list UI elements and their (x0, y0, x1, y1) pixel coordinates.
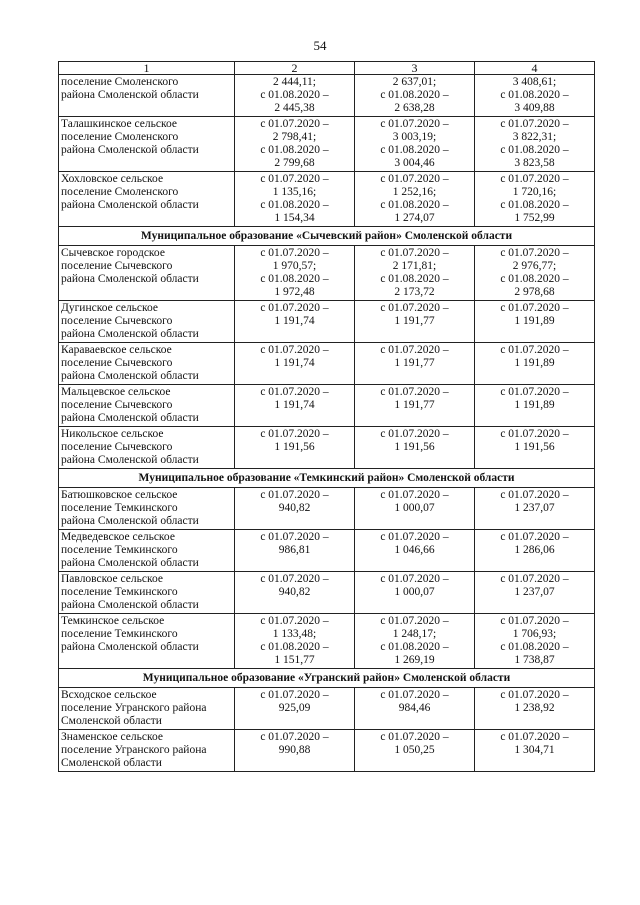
value-col-4-cell (475, 75, 595, 117)
cell-line: поселение Угранского района (61, 744, 207, 756)
value-col-4-cell (475, 246, 595, 301)
cell-line: с 01.07.2020 – (260, 689, 329, 701)
table-row (59, 614, 595, 669)
cell-line: с 01.08.2020 – (260, 89, 329, 101)
cell-line: 1 304,71 (514, 744, 555, 756)
cell-line: 1 191,89 (514, 357, 555, 369)
cell-line: 1 133,48; (272, 628, 317, 640)
settlement-name-cell (59, 730, 235, 772)
cell-line: района Смоленской области (61, 412, 199, 424)
cell-line: 1 154,34 (274, 212, 315, 224)
cell-line: 1 269,19 (394, 654, 435, 666)
value-col-3-cell (355, 427, 475, 469)
cell-line: 3 408,61; (512, 76, 557, 88)
cell-line: 1 972,48 (274, 286, 315, 298)
cell-line: 986,81 (278, 544, 311, 556)
value-col-2-cell (235, 688, 355, 730)
cell-line: 3 822,31; (512, 131, 557, 143)
table-row (59, 301, 595, 343)
cell-line: с 01.07.2020 – (500, 386, 569, 398)
cell-line: с 01.08.2020 – (380, 89, 449, 101)
cell-line: Хохловское сельское (61, 173, 164, 185)
cell-line: района Смоленской области (61, 599, 199, 611)
cell-line: поселение Сычевского (61, 315, 173, 327)
value-col-4-cell (475, 172, 595, 227)
value-col-3-cell (355, 343, 475, 385)
value-col-3-cell (355, 614, 475, 669)
section-title: Муниципальное образование «Угранский район» Смоленской области (59, 669, 595, 688)
tariff-table (58, 61, 595, 772)
cell-line: Никольское сельское (61, 428, 164, 440)
cell-line: района Смоленской области (61, 328, 199, 340)
cell-line: 2 976,77; (512, 260, 557, 272)
cell-line: с 01.07.2020 – (500, 489, 569, 501)
value-col-2-cell (235, 730, 355, 772)
cell-line: с 01.07.2020 – (260, 386, 329, 398)
settlement-name-cell (59, 246, 235, 301)
value-col-3-cell (355, 75, 475, 117)
cell-line: 1 286,06 (514, 544, 555, 556)
value-col-3-cell (355, 385, 475, 427)
value-col-2-cell (235, 246, 355, 301)
cell-line: 1 706,93; (512, 628, 557, 640)
value-col-2-cell (235, 614, 355, 669)
cell-line: с 01.07.2020 – (260, 173, 329, 185)
cell-line: поселение Сычевского (61, 260, 173, 272)
cell-line: Смоленской области (61, 757, 162, 769)
cell-line: с 01.08.2020 – (380, 144, 449, 156)
cell-line: с 01.07.2020 – (380, 531, 449, 543)
value-col-3-cell (355, 301, 475, 343)
cell-line: с 01.07.2020 – (380, 731, 449, 743)
cell-line: 2 637,01; (392, 76, 437, 88)
settlement-name-cell (59, 488, 235, 530)
cell-line: с 01.07.2020 – (260, 118, 329, 130)
cell-line: с 01.08.2020 – (380, 641, 449, 653)
value-col-3-cell (355, 572, 475, 614)
value-col-2-cell (235, 385, 355, 427)
value-col-4-cell (475, 614, 595, 669)
section-row (59, 469, 595, 488)
table-row (59, 343, 595, 385)
value-col-4-cell (475, 730, 595, 772)
cell-line: с 01.07.2020 – (380, 118, 449, 130)
settlement-name-cell (59, 343, 235, 385)
cell-line: с 01.07.2020 – (500, 615, 569, 627)
value-col-3-cell (355, 246, 475, 301)
settlement-name-cell (59, 172, 235, 227)
table-row (59, 246, 595, 301)
cell-line: 2 171,81; (392, 260, 437, 272)
value-col-3-cell (355, 688, 475, 730)
cell-line: 1 720,16; (512, 186, 557, 198)
table-row (59, 572, 595, 614)
cell-line: с 01.07.2020 – (500, 573, 569, 585)
cell-line: поселение Смоленского (61, 131, 179, 143)
cell-line: 1 191,77 (394, 399, 435, 411)
cell-line: 1 252,16; (392, 186, 437, 198)
settlement-name-cell (59, 385, 235, 427)
cell-line: с 01.07.2020 – (260, 531, 329, 543)
cell-line: района Смоленской области (61, 515, 199, 527)
cell-line: 1 191,74 (274, 399, 315, 411)
cell-line: с 01.07.2020 – (260, 489, 329, 501)
cell-line: с 01.07.2020 – (500, 173, 569, 185)
value-col-2-cell (235, 117, 355, 172)
cell-line: 925,09 (278, 702, 311, 714)
cell-line: Павловское сельское (61, 573, 163, 585)
cell-line: Дугинское сельское (61, 302, 159, 314)
cell-line: поселение Темкинского (61, 502, 178, 514)
value-col-4-cell (475, 488, 595, 530)
settlement-name-cell (59, 614, 235, 669)
cell-line: 1 000,07 (394, 586, 435, 598)
value-col-2-cell (235, 488, 355, 530)
cell-line: с 01.07.2020 – (500, 302, 569, 314)
settlement-name-cell (59, 688, 235, 730)
cell-line: района Смоленской области (61, 557, 199, 569)
cell-line: 3 004,46 (394, 157, 435, 169)
settlement-name-cell (59, 530, 235, 572)
value-col-4-cell (475, 530, 595, 572)
cell-line: 1 752,99 (514, 212, 555, 224)
cell-line: с 01.07.2020 – (260, 573, 329, 585)
cell-line: 2 173,72 (394, 286, 435, 298)
table-row (59, 172, 595, 227)
cell-line: 3 409,88 (514, 102, 555, 114)
cell-line: с 01.08.2020 – (500, 199, 569, 211)
cell-line: Смоленской области (61, 715, 162, 727)
value-col-3-cell (355, 172, 475, 227)
cell-line: с 01.07.2020 – (260, 731, 329, 743)
cell-line: поселение Сычевского (61, 399, 173, 411)
cell-line: Батюшковское сельское (61, 489, 178, 501)
value-col-4-cell (475, 427, 595, 469)
cell-line: с 01.08.2020 – (500, 144, 569, 156)
value-col-4-cell (475, 301, 595, 343)
cell-line: с 01.07.2020 – (380, 489, 449, 501)
cell-line: с 01.07.2020 – (380, 247, 449, 259)
cell-line: с 01.08.2020 – (260, 641, 329, 653)
value-col-2-cell (235, 172, 355, 227)
cell-line: с 01.07.2020 – (500, 428, 569, 440)
cell-line: с 01.07.2020 – (260, 615, 329, 627)
cell-line: с 01.07.2020 – (500, 731, 569, 743)
cell-line: 2 978,68 (514, 286, 555, 298)
cell-line: поселение Сычевского (61, 441, 173, 453)
value-col-4-cell (475, 385, 595, 427)
cell-line: района Смоленской области (61, 454, 199, 466)
cell-line: 940,82 (278, 586, 311, 598)
cell-line: 940,82 (278, 502, 311, 514)
cell-line: с 01.07.2020 – (380, 344, 449, 356)
cell-line: Караваевское сельское (61, 344, 172, 356)
cell-line: с 01.07.2020 – (500, 344, 569, 356)
table-row (59, 488, 595, 530)
cell-line: с 01.07.2020 – (380, 302, 449, 314)
cell-line: с 01.07.2020 – (380, 386, 449, 398)
value-col-4-cell (475, 343, 595, 385)
cell-line: района Смоленской области (61, 89, 199, 101)
cell-line: 1 274,07 (394, 212, 435, 224)
cell-line: с 01.07.2020 – (500, 689, 569, 701)
value-col-2-cell (235, 427, 355, 469)
header-row (59, 62, 595, 75)
cell-line: с 01.08.2020 – (500, 641, 569, 653)
value-col-2-cell (235, 343, 355, 385)
cell-line: 1 191,74 (274, 357, 315, 369)
cell-line: с 01.07.2020 – (260, 344, 329, 356)
settlement-name-cell (59, 427, 235, 469)
table-row (59, 530, 595, 572)
value-col-2-cell (235, 530, 355, 572)
settlement-name-cell (59, 301, 235, 343)
table-row (59, 117, 595, 172)
cell-line: с 01.07.2020 – (260, 428, 329, 440)
value-col-3-cell (355, 117, 475, 172)
cell-line: с 01.07.2020 – (500, 531, 569, 543)
cell-line: Медведевское сельское (61, 531, 175, 543)
cell-line: с 01.07.2020 – (260, 302, 329, 314)
cell-line: 1 191,77 (394, 357, 435, 369)
cell-line: с 01.07.2020 – (380, 173, 449, 185)
cell-line: 1 237,07 (514, 502, 555, 514)
cell-line: поселение Смоленского (61, 76, 179, 88)
cell-line: 1 191,89 (514, 315, 555, 327)
cell-line: 1 151,77 (274, 654, 315, 666)
cell-line: района Смоленской области (61, 144, 199, 156)
header-col-2: 2 (235, 62, 355, 75)
cell-line: 3 003,19; (392, 131, 437, 143)
cell-line: 1 248,17; (392, 628, 437, 640)
cell-line: с 01.07.2020 – (500, 247, 569, 259)
cell-line: 3 823,58 (514, 157, 555, 169)
cell-line: поселение Сычевского (61, 357, 173, 369)
value-col-3-cell (355, 488, 475, 530)
cell-line: 1 191,77 (394, 315, 435, 327)
value-col-4-cell (475, 572, 595, 614)
section-row (59, 669, 595, 688)
cell-line: поселение Темкинского (61, 586, 178, 598)
cell-line: 1 191,74 (274, 315, 315, 327)
cell-line: района Смоленской области (61, 273, 199, 285)
cell-line: с 01.07.2020 – (500, 118, 569, 130)
cell-line: 1 238,92 (514, 702, 555, 714)
cell-line: 2 798,41; (272, 131, 317, 143)
cell-line: с 01.07.2020 – (380, 689, 449, 701)
cell-line: района Смоленской области (61, 370, 199, 382)
cell-line: с 01.07.2020 – (380, 428, 449, 440)
cell-line: 1 738,87 (514, 654, 555, 666)
cell-line: 1 000,07 (394, 502, 435, 514)
header-col-4: 4 (475, 62, 595, 75)
table-row (59, 427, 595, 469)
cell-line: 1 191,56 (514, 441, 555, 453)
cell-line: 1 970,57; (272, 260, 317, 272)
cell-line: района Смоленской области (61, 199, 199, 211)
section-title: Муниципальное образование «Сычевский район» Смоленской области (59, 227, 595, 246)
value-col-3-cell (355, 530, 475, 572)
cell-line: с 01.08.2020 – (500, 273, 569, 285)
cell-line: 1 050,25 (394, 744, 435, 756)
cell-line: с 01.08.2020 – (260, 144, 329, 156)
cell-line: 1 191,56 (274, 441, 315, 453)
table-row (59, 730, 595, 772)
cell-line: района Смоленской области (61, 641, 199, 653)
value-col-4-cell (475, 117, 595, 172)
table-body (59, 75, 595, 772)
cell-line: 990,88 (278, 744, 311, 756)
cell-line: Всходское сельское (61, 689, 157, 701)
value-col-3-cell (355, 730, 475, 772)
value-col-2-cell (235, 301, 355, 343)
value-col-2-cell (235, 572, 355, 614)
section-row (59, 227, 595, 246)
cell-line: 2 799,68 (274, 157, 315, 169)
cell-line: с 01.08.2020 – (260, 273, 329, 285)
cell-line: 1 191,56 (394, 441, 435, 453)
cell-line: с 01.07.2020 – (260, 247, 329, 259)
cell-line: поселение Темкинского (61, 628, 178, 640)
cell-line: с 01.07.2020 – (380, 573, 449, 585)
cell-line: 1 135,16; (272, 186, 317, 198)
cell-line: 2 445,38 (274, 102, 315, 114)
header-col-3: 3 (355, 62, 475, 75)
cell-line: 984,46 (398, 702, 431, 714)
settlement-name-cell (59, 75, 235, 117)
cell-line: Темкинское сельское (61, 615, 165, 627)
settlement-name-cell (59, 572, 235, 614)
cell-line: 1 237,07 (514, 586, 555, 598)
cell-line: поселение Темкинского (61, 544, 178, 556)
cell-line: Талашкинское сельское (61, 118, 177, 130)
cell-line: с 01.08.2020 – (380, 273, 449, 285)
cell-line: с 01.08.2020 – (380, 199, 449, 211)
cell-line: 2 444,11; (272, 76, 317, 88)
header-col-1: 1 (59, 62, 235, 75)
page-number: 54 (313, 38, 327, 53)
table-row (59, 688, 595, 730)
cell-line: 1 191,89 (514, 399, 555, 411)
value-col-4-cell (475, 688, 595, 730)
cell-line: поселение Смоленского (61, 186, 179, 198)
section-title: Муниципальное образование «Темкинский район» Смоленской области (59, 469, 595, 488)
table-row (59, 75, 595, 117)
cell-line: Мальцевское сельское (61, 386, 171, 398)
cell-line: поселение Угранского района (61, 702, 207, 714)
cell-line: Знаменское сельское (61, 731, 163, 743)
cell-line: с 01.07.2020 – (380, 615, 449, 627)
cell-line: с 01.08.2020 – (260, 199, 329, 211)
cell-line: 1 046,66 (394, 544, 435, 556)
cell-line: с 01.08.2020 – (500, 89, 569, 101)
cell-line: 2 638,28 (394, 102, 435, 114)
cell-line: Сычевское городское (61, 247, 165, 259)
table-row (59, 385, 595, 427)
settlement-name-cell (59, 117, 235, 172)
value-col-2-cell (235, 75, 355, 117)
